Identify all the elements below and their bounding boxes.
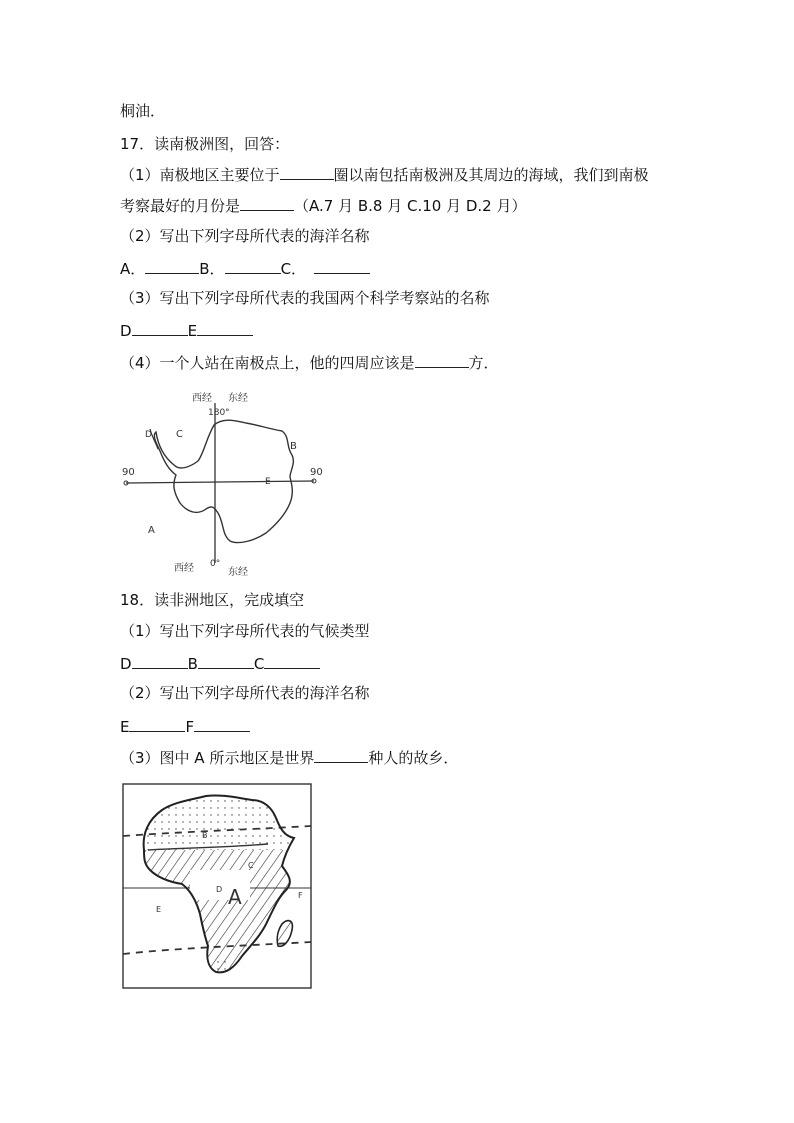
label-a: A． bbox=[120, 260, 146, 278]
answer-blank[interactable] bbox=[145, 258, 199, 274]
q18-part1-answers bbox=[120, 653, 320, 674]
label-a: A bbox=[148, 525, 155, 536]
q18-part2: （2）写出下列字母所代表的海洋名称 bbox=[120, 684, 370, 702]
label-bottom-deg: 0° bbox=[210, 559, 221, 569]
label-c: C． bbox=[280, 260, 307, 278]
answer-blank[interactable] bbox=[225, 258, 281, 274]
q18-part2-answers bbox=[120, 716, 250, 737]
label-e: E bbox=[120, 718, 130, 736]
answer-blank[interactable] bbox=[129, 716, 185, 732]
label-b: B bbox=[202, 831, 208, 840]
label-bottom-west: 西经 bbox=[174, 563, 194, 574]
answer-blank[interactable] bbox=[194, 716, 250, 732]
label-b: B bbox=[290, 441, 297, 452]
label-c: C bbox=[176, 429, 183, 440]
answer-blank[interactable] bbox=[132, 653, 188, 669]
label-f: F bbox=[298, 891, 303, 900]
q17-part2-answers bbox=[120, 258, 370, 279]
answer-blank[interactable] bbox=[415, 352, 469, 368]
label-d: D bbox=[120, 655, 132, 673]
label-b: B． bbox=[199, 260, 225, 278]
label-top-west: 西经 bbox=[192, 393, 212, 404]
label-b: B bbox=[187, 655, 198, 673]
label-e: E bbox=[265, 477, 271, 487]
label-e: E bbox=[187, 322, 198, 340]
q17-part1-line2 bbox=[120, 195, 527, 216]
label-d: D bbox=[145, 430, 152, 440]
q18-part3-post: 种人的故乡． bbox=[368, 749, 459, 767]
answer-blank[interactable] bbox=[314, 747, 368, 763]
label-f: F bbox=[185, 718, 195, 736]
q17-part3: （3）写出下列字母所代表的我国两个科学考察站的名称 bbox=[120, 289, 490, 307]
q17-part1b-pre: 考察最好的月份是 bbox=[120, 197, 241, 215]
answer-blank[interactable] bbox=[240, 195, 294, 211]
answer-blank[interactable] bbox=[198, 653, 254, 669]
label-left-deg: 90 bbox=[122, 467, 135, 478]
q17-part1b-post: （A.7 月 B.8 月 C.10 月 D.2 月） bbox=[294, 197, 527, 215]
answer-blank[interactable] bbox=[314, 258, 370, 274]
q17-part4 bbox=[120, 352, 499, 373]
q17-part1-line1 bbox=[120, 164, 649, 185]
label-right-deg: 90 bbox=[310, 467, 323, 478]
answer-blank[interactable] bbox=[264, 653, 320, 669]
q17-title: 17．读南极洲图，回答： bbox=[120, 135, 290, 153]
q18-part3-pre: （3）图中 A 所示地区是世界 bbox=[120, 749, 315, 767]
answer-blank[interactable] bbox=[280, 164, 334, 180]
q17-part1-pre: （1）南极地区主要位于 bbox=[120, 166, 280, 184]
label-e: E bbox=[156, 905, 162, 914]
answer-blank[interactable] bbox=[132, 320, 188, 336]
q18-title: 18．读非洲地区，完成填空 bbox=[120, 591, 305, 609]
label-bottom-east: 东经 bbox=[228, 567, 248, 578]
q17-part4-post: 方． bbox=[468, 354, 499, 372]
text-line-tung-oil: 桐油． bbox=[120, 102, 166, 120]
answer-blank[interactable] bbox=[197, 320, 253, 336]
label-d: D bbox=[120, 322, 132, 340]
q18-part3 bbox=[120, 747, 458, 768]
label-top-east: 东经 bbox=[228, 393, 248, 404]
q17-part2: （2）写出下列字母所代表的海洋名称 bbox=[120, 227, 370, 245]
label-a: A bbox=[228, 885, 242, 909]
q17-part4-pre: （4）一个人站在南极点上，他的四周应该是 bbox=[120, 354, 415, 372]
q17-part1-post: 圈以南包括南极洲及其周边的海域，我们到南极 bbox=[333, 166, 649, 184]
label-d: D bbox=[216, 885, 223, 894]
label-c: C bbox=[248, 861, 254, 870]
q18-part1: （1）写出下列字母所代表的气候类型 bbox=[120, 622, 370, 640]
antarctica-map bbox=[118, 385, 328, 580]
q17-part3-answers bbox=[120, 320, 253, 341]
label-c: C bbox=[253, 655, 265, 673]
africa-map bbox=[118, 778, 318, 996]
label-top-deg: 180° bbox=[208, 408, 230, 418]
